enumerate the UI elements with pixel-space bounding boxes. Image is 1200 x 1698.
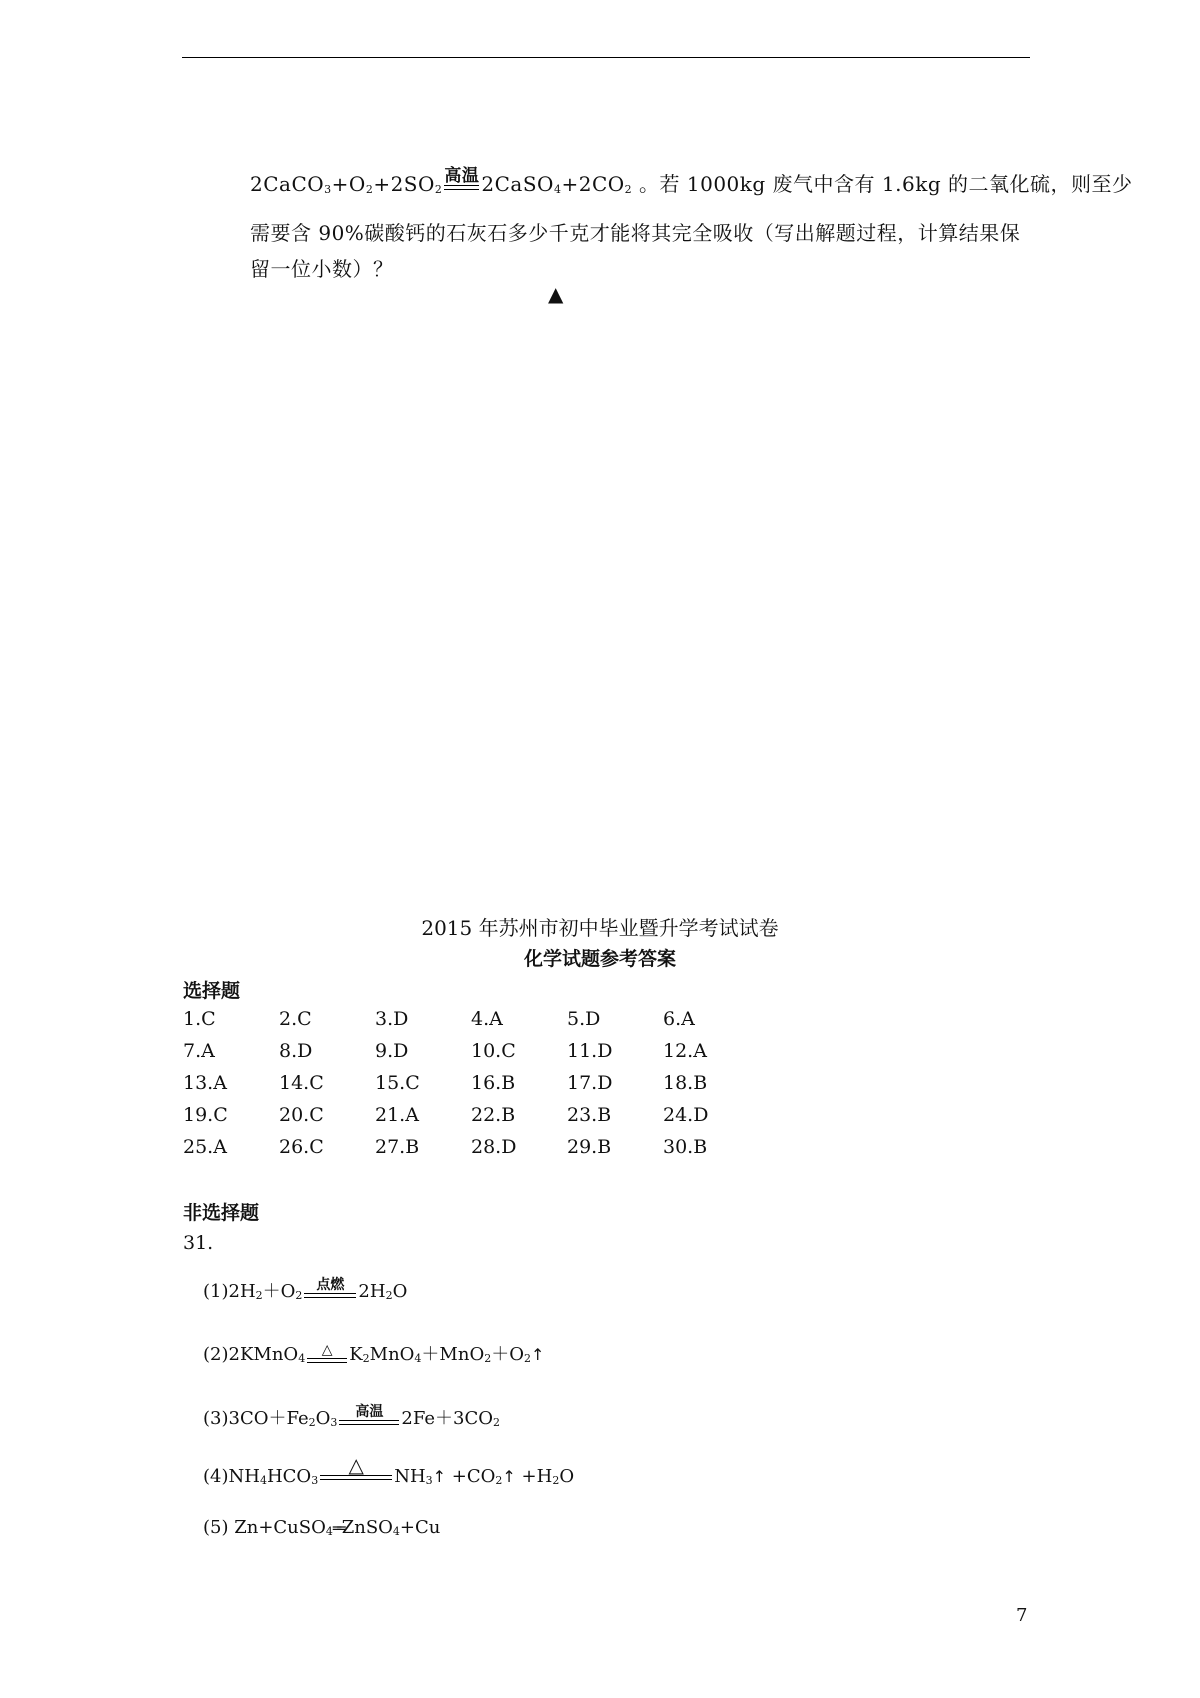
mc-row bbox=[183, 1072, 783, 1104]
mc-answer: 29.B bbox=[567, 1136, 612, 1158]
mc-answer: 20.C bbox=[279, 1104, 324, 1126]
answer-placeholder-triangle: ▲ bbox=[548, 282, 564, 306]
mc-answer: 1.C bbox=[183, 1008, 216, 1030]
mc-answer: 19.C bbox=[183, 1104, 228, 1126]
mc-answer: 5.D bbox=[567, 1008, 601, 1030]
problem-line-1 bbox=[250, 168, 1133, 200]
mc-answer: 23.B bbox=[567, 1104, 612, 1126]
reaction-condition: △ bbox=[318, 1456, 394, 1480]
page-number: 7 bbox=[1016, 1605, 1028, 1626]
mc-heading: 选择题 bbox=[183, 980, 241, 1002]
problem-line-2: 需要含 90%碳酸钙的石灰石多少千克才能将其完全吸收（写出解题过程，计算结果保 bbox=[250, 221, 1021, 245]
answer-key-title: 2015 年苏州市初中毕业暨升学考试试卷 bbox=[421, 916, 779, 940]
mc-row bbox=[183, 1040, 783, 1072]
mc-answer: 28.D bbox=[471, 1136, 517, 1158]
eq-reactants: $2CaCO_3+O_2+2SO_2$ bbox=[250, 172, 443, 196]
reaction-condition: 点燃 bbox=[302, 1278, 358, 1298]
mc-row bbox=[183, 1008, 783, 1040]
mc-answer: 25.A bbox=[183, 1136, 227, 1158]
mc-answer: 24.D bbox=[663, 1104, 709, 1126]
mc-answer: 15.C bbox=[375, 1072, 420, 1094]
q31-label: 31. bbox=[183, 1232, 214, 1254]
mc-answer: 12.A bbox=[663, 1040, 707, 1062]
equation-5: (5) Zn+CuSO$_4$══ZnSO$_4$+Cu bbox=[203, 1517, 441, 1538]
mc-answer: 9.D bbox=[375, 1040, 409, 1062]
mc-answer: 6.A bbox=[663, 1008, 695, 1030]
mc-answer: 10.C bbox=[471, 1040, 516, 1062]
gas-arrow-icon: ↑ bbox=[530, 1345, 545, 1364]
mc-row bbox=[183, 1104, 783, 1136]
mc-answer: 27.B bbox=[375, 1136, 420, 1158]
equation-2: (2)2KMnO$_4$ △ $K_2MnO_4+MnO_2+O_2↑$ bbox=[203, 1342, 545, 1365]
header-rule bbox=[182, 57, 1030, 58]
mc-answer: 18.B bbox=[663, 1072, 708, 1094]
mc-answer: 7.A bbox=[183, 1040, 215, 1062]
mc-answer: 17.D bbox=[567, 1072, 613, 1094]
mc-answer: 16.B bbox=[471, 1072, 516, 1094]
mc-answer: 4.A bbox=[471, 1008, 503, 1030]
reaction-condition: △ bbox=[305, 1343, 349, 1363]
answer-key-subtitle: 化学试题参考答案 bbox=[523, 948, 676, 970]
mc-answer-grid bbox=[183, 1008, 783, 1168]
gas-arrow-icon: ↑ bbox=[502, 1467, 516, 1486]
equation-4: $(4)NH_4HCO_3$ △ $NH_3↑$ $+CO_2↑ +H_2O$ bbox=[203, 1453, 575, 1487]
reaction-condition: 高温 bbox=[442, 168, 481, 190]
problem-text: 。若 1000kg 废气中含有 1.6kg 的二氧化硫，则至少 bbox=[632, 172, 1133, 196]
non-mc-heading: 非选择题 bbox=[183, 1202, 260, 1224]
mc-row bbox=[183, 1136, 783, 1168]
mc-answer: 26.C bbox=[279, 1136, 324, 1158]
mc-answer: 21.A bbox=[375, 1104, 419, 1126]
mc-answer: 8.D bbox=[279, 1040, 313, 1062]
equation-3: $(3)3CO+Fe_2O_3$ 高温 $2Fe+3CO_2$ bbox=[203, 1404, 500, 1429]
mc-answer: 30.B bbox=[663, 1136, 708, 1158]
problem-line-3: 留一位小数）？ bbox=[250, 257, 394, 281]
reaction-condition: 高温 bbox=[337, 1405, 401, 1425]
mc-answer: 2.C bbox=[279, 1008, 312, 1030]
mc-answer: 14.C bbox=[279, 1072, 324, 1094]
eq-products: $2CaSO_4+2CO_2$ bbox=[481, 172, 633, 196]
mc-answer: 11.D bbox=[567, 1040, 613, 1062]
mc-answer: 22.B bbox=[471, 1104, 516, 1126]
gas-arrow-icon: ↑ bbox=[432, 1467, 447, 1486]
equation-1: $(1)2H_2+O_2$ 点燃 $2H_2O$ bbox=[203, 1277, 408, 1302]
mc-answer: 13.A bbox=[183, 1072, 227, 1094]
mc-answer: 3.D bbox=[375, 1008, 409, 1030]
